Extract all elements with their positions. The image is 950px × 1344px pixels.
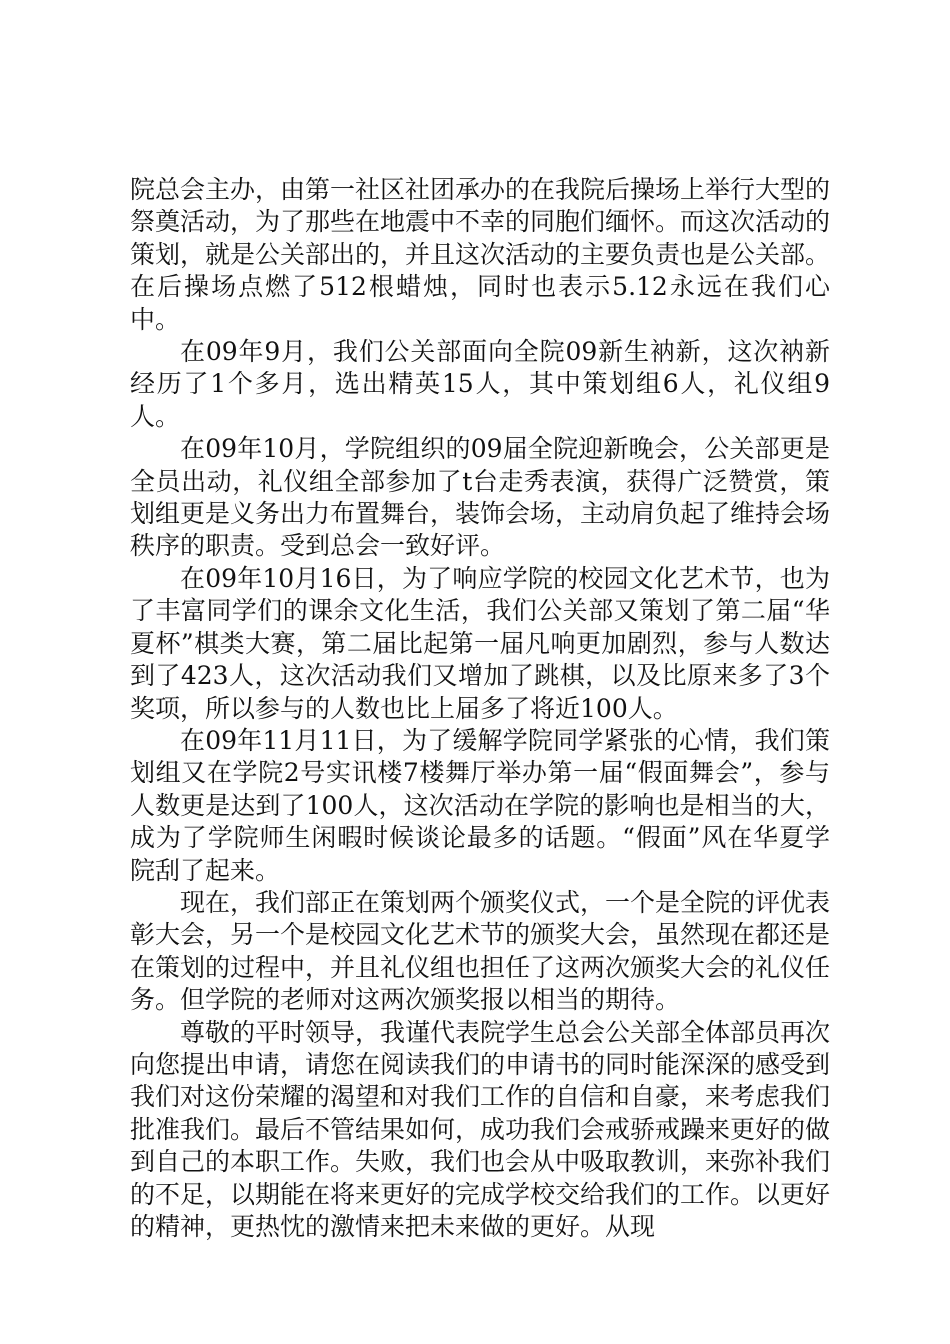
paragraph-welcome-gala: 在09年10月，学院组织的09届全院迎新晚会，公关部更是全员出动，礼仪组全部参加了t台走秀表演，获得广泛赞赏，策划组更是义务出力布置舞台，装饰会场，主动肩负起了维持会场秩序的职责。受到总会一致好评。 bbox=[130, 434, 831, 561]
paragraph-closing-request: 尊敬的平时领导，我谨代表院学生总会公关部全体部员再次向您提出申请，请您在阅读我们的申请书的同时能深深的感受到我们对这份荣耀的渴望和对我们工作的自信和自豪，来考虑我们批准我们。最后不管结果如何，成功我们会戒骄戒躁来更好的做到自己的本职工作。失败，我们也会从中吸取教训，来弥补我们的不足，以期能在将来更好的完成学校交给我们的工作。以更好的精神，更热忱的激情来把未来做的更好。从现 bbox=[130, 1017, 831, 1241]
paragraph-award-ceremonies: 现在，我们部正在策划两个颁奖仪式，一个是全院的评优表彰大会，另一个是校园文化艺术节的颁奖大会，虽然现在都还是在策划的过程中，并且礼仪组也担任了这两次颁奖大会的礼仪任务。但学院的老师对这两次颁奖报以相当的期待。 bbox=[130, 887, 831, 1015]
document-body bbox=[130, 174, 830, 1243]
paragraph-masquerade: 在09年11月11日，为了缓解学院同学紧张的心情，我们策划组又在学院2号实讯楼7楼舞厅举办第一届“假面舞会”，参与人数更是达到了100人，这次活动在学院的影响也是相当的大，成为了学院师生闲暇时候谈论最多的话题。“假面”风在华夏学院刮了起来。 bbox=[130, 725, 830, 885]
paragraph-recruitment: 在09年9月，我们公关部面向全院09新生衲新，这次衲新经历了1个多月，选出精英15人，其中策划组6人，礼仪组9人。 bbox=[130, 337, 830, 431]
paragraph-chess-contest: 在09年10月16日，为了响应学院的校园文化艺术节，也为了丰富同学们的课余文化生活，我们公关部又策划了第二届“华夏杯”棋类大赛，第二届比起第一届凡响更加剧烈，参与人数达到了423人，这次活动我们又增加了跳棋，以及比原来多了3个奖项，所以参与的人数也比上届多了将近100人。 bbox=[130, 563, 830, 723]
paragraph-continuation: 院总会主办，由第一社区社团承办的在我院后操场上举行大型的祭奠活动，为了那些在地震中不幸的同胞们缅怀。而这次活动的策划，就是公关部出的，并且这次活动的主要负责也是公关部。在后操场点燃了512根蜡烛，同时也表示5.12永远在我们心中。 bbox=[130, 175, 831, 334]
